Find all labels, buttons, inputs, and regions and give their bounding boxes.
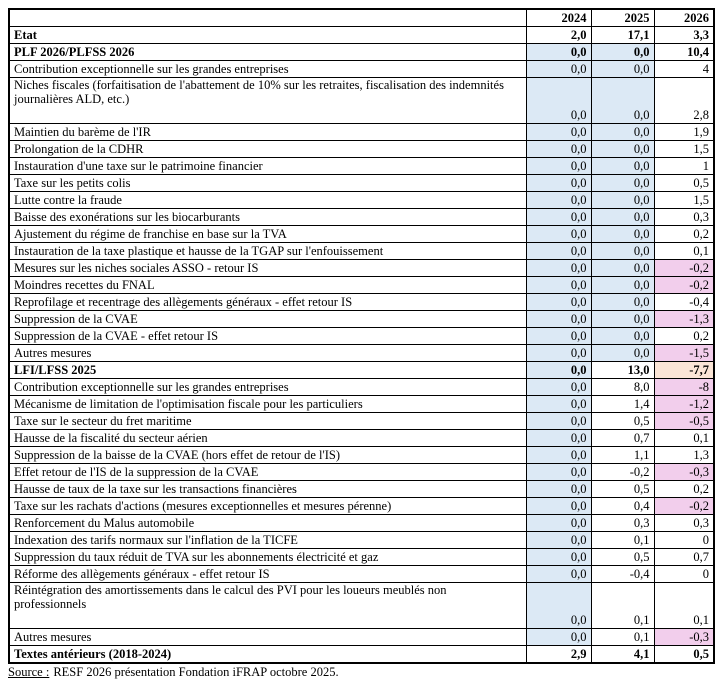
table-row: [9, 78, 714, 124]
value-cell: 0,0: [526, 78, 591, 124]
row-label: Instauration d'une taxe sur le patrimoine financier: [9, 158, 526, 175]
table-row: [9, 311, 714, 328]
value-cell: 0,0: [526, 124, 591, 141]
value-cell: 0,0: [526, 44, 591, 61]
value-cell: 0,0: [591, 328, 654, 345]
value-cell: 1: [654, 158, 714, 175]
value-cell: 0,0: [591, 294, 654, 311]
value-cell: 0,0: [591, 277, 654, 294]
value-cell: 1,4: [591, 396, 654, 413]
row-label: LFI/LFSS 2025: [9, 362, 526, 379]
value-cell: 4: [654, 61, 714, 78]
row-label: Autres mesures: [9, 629, 526, 646]
row-label: Lutte contre la fraude: [9, 192, 526, 209]
row-label: Taxe sur le secteur du fret maritime: [9, 413, 526, 430]
value-cell: 0,0: [526, 328, 591, 345]
value-cell: 0,2: [654, 226, 714, 243]
source-label: Source :: [8, 665, 50, 679]
row-label: Suppression de la baisse de la CVAE (hors effet de retour de l'IS): [9, 447, 526, 464]
value-cell: 0: [654, 566, 714, 583]
value-cell: 0,0: [526, 226, 591, 243]
row-label: Niches fiscales (forfaitisation de l'abattement de 10% sur les retraites, fiscalisation des indemnités journalières ALD, etc.): [9, 78, 526, 124]
row-label: Instauration de la taxe plastique et hausse de la TGAP sur l'enfouissement: [9, 243, 526, 260]
table-row: [9, 345, 714, 362]
fiscal-table-body: [9, 27, 714, 664]
value-cell: 2,8: [654, 78, 714, 124]
value-cell: 0,0: [526, 629, 591, 646]
table-row: [9, 260, 714, 277]
value-cell: 1,5: [654, 141, 714, 158]
value-cell: 0,0: [591, 124, 654, 141]
row-label: Ajustement du régime de franchise en base sur la TVA: [9, 226, 526, 243]
value-cell: 0,0: [526, 430, 591, 447]
value-cell: -0,5: [654, 413, 714, 430]
value-cell: -0,3: [654, 464, 714, 481]
value-cell: 0,1: [591, 583, 654, 629]
table-row: [9, 646, 714, 664]
value-cell: 0,0: [526, 260, 591, 277]
table-row: [9, 226, 714, 243]
value-cell: 0,0: [526, 192, 591, 209]
value-cell: -0,2: [654, 277, 714, 294]
header-year-2026: 2026: [654, 9, 714, 27]
value-cell: 0,0: [526, 583, 591, 629]
value-cell: 0,0: [526, 345, 591, 362]
source-text: RESF 2026 présentation Fondation iFRAP octobre 2025.: [53, 665, 339, 679]
source-note: [8, 665, 713, 680]
value-cell: 0,0: [526, 175, 591, 192]
table-row: [9, 294, 714, 311]
value-cell: 0,0: [526, 498, 591, 515]
value-cell: 0,0: [526, 413, 591, 430]
value-cell: 0,0: [591, 209, 654, 226]
row-label: PLF 2026/PLFSS 2026: [9, 44, 526, 61]
value-cell: -0,2: [654, 260, 714, 277]
row-label: Textes antérieurs (2018-2024): [9, 646, 526, 664]
value-cell: 0,0: [526, 61, 591, 78]
value-cell: -0,2: [591, 464, 654, 481]
value-cell: 0,5: [654, 646, 714, 664]
value-cell: 0,1: [654, 243, 714, 260]
table-row: [9, 192, 714, 209]
table-row: [9, 464, 714, 481]
value-cell: 0,0: [591, 311, 654, 328]
row-label: Taxe sur les rachats d'actions (mesures exceptionnelles et mesures pérenne): [9, 498, 526, 515]
value-cell: 0,3: [654, 515, 714, 532]
value-cell: 0,0: [526, 447, 591, 464]
row-label: Contribution exceptionnelle sur les grandes entreprises: [9, 61, 526, 78]
value-cell: 0,0: [591, 141, 654, 158]
table-row: [9, 583, 714, 629]
value-cell: 0,0: [526, 243, 591, 260]
value-cell: 0,0: [526, 294, 591, 311]
value-cell: 0,4: [591, 498, 654, 515]
table-row: [9, 124, 714, 141]
table-row: [9, 532, 714, 549]
table-row: [9, 328, 714, 345]
value-cell: 0,0: [591, 78, 654, 124]
row-label: Hausse de la fiscalité du secteur aérien: [9, 430, 526, 447]
header-row: [9, 9, 714, 27]
table-row: [9, 362, 714, 379]
value-cell: -1,3: [654, 311, 714, 328]
value-cell: 0,0: [526, 158, 591, 175]
row-label: Renforcement du Malus automobile: [9, 515, 526, 532]
row-label: Suppression de la CVAE: [9, 311, 526, 328]
value-cell: 17,1: [591, 27, 654, 44]
value-cell: 2,9: [526, 646, 591, 664]
value-cell: -0,4: [591, 566, 654, 583]
row-label: Contribution exceptionnelle sur les grandes entreprises: [9, 379, 526, 396]
value-cell: 0,5: [591, 549, 654, 566]
value-cell: -8: [654, 379, 714, 396]
value-cell: 0,5: [591, 413, 654, 430]
table-row: [9, 566, 714, 583]
row-label: Prolongation de la CDHR: [9, 141, 526, 158]
value-cell: 0,3: [654, 209, 714, 226]
value-cell: 0,0: [591, 158, 654, 175]
value-cell: 0,7: [591, 430, 654, 447]
value-cell: 0,1: [654, 583, 714, 629]
row-label: Etat: [9, 27, 526, 44]
row-label: Mesures sur les niches sociales ASSO - retour IS: [9, 260, 526, 277]
value-cell: 13,0: [591, 362, 654, 379]
header-year-2025: 2025: [591, 9, 654, 27]
value-cell: -0,3: [654, 629, 714, 646]
value-cell: 0,0: [526, 464, 591, 481]
value-cell: 0,0: [591, 175, 654, 192]
table-row: [9, 498, 714, 515]
value-cell: 0,0: [526, 141, 591, 158]
table-row: [9, 243, 714, 260]
row-label: Baisse des exonérations sur les biocarburants: [9, 209, 526, 226]
table-row: [9, 379, 714, 396]
value-cell: 0,7: [654, 549, 714, 566]
value-cell: 0,0: [526, 362, 591, 379]
value-cell: 0,0: [526, 209, 591, 226]
value-cell: 1,1: [591, 447, 654, 464]
value-cell: 0,2: [654, 328, 714, 345]
value-cell: 0,0: [526, 549, 591, 566]
value-cell: 1,5: [654, 192, 714, 209]
row-label: Indexation des tarifs normaux sur l'inflation de la TICFE: [9, 532, 526, 549]
row-label: Hausse de taux de la taxe sur les transactions financières: [9, 481, 526, 498]
value-cell: 0,0: [526, 311, 591, 328]
table-row: [9, 209, 714, 226]
value-cell: 0,2: [654, 481, 714, 498]
table-row: [9, 629, 714, 646]
table-row: [9, 158, 714, 175]
value-cell: 0,0: [591, 61, 654, 78]
value-cell: 0,0: [526, 481, 591, 498]
value-cell: 0,1: [654, 430, 714, 447]
table-row: [9, 515, 714, 532]
value-cell: 0,1: [591, 532, 654, 549]
value-cell: 10,4: [654, 44, 714, 61]
table-row: [9, 481, 714, 498]
table-row: [9, 27, 714, 44]
table-row: [9, 175, 714, 192]
table-row: [9, 277, 714, 294]
table-row: [9, 141, 714, 158]
row-label: Réintégration des amortissements dans le calcul des PVI pour les loueurs meublés non professionnels: [9, 583, 526, 629]
header-year-2024: 2024: [526, 9, 591, 27]
value-cell: 0,5: [591, 481, 654, 498]
row-label: Autres mesures: [9, 345, 526, 362]
table-row: [9, 61, 714, 78]
value-cell: 0,1: [591, 629, 654, 646]
value-cell: -0,4: [654, 294, 714, 311]
table-row: [9, 44, 714, 61]
value-cell: 0,0: [591, 192, 654, 209]
table-row: [9, 396, 714, 413]
row-label: Suppression du taux réduit de TVA sur les abonnements électricité et gaz: [9, 549, 526, 566]
value-cell: 0,0: [526, 566, 591, 583]
value-cell: -7,7: [654, 362, 714, 379]
value-cell: 0,0: [591, 260, 654, 277]
row-label: Maintien du barème de l'IR: [9, 124, 526, 141]
row-label: Mécanisme de limitation de l'optimisation fiscale pour les particuliers: [9, 396, 526, 413]
value-cell: 8,0: [591, 379, 654, 396]
row-label: Taxe sur les petits colis: [9, 175, 526, 192]
fiscal-measures-table: [8, 8, 715, 664]
table-row: [9, 430, 714, 447]
value-cell: 0,3: [591, 515, 654, 532]
value-cell: 1,9: [654, 124, 714, 141]
value-cell: -1,5: [654, 345, 714, 362]
header-empty-cell: [9, 9, 526, 27]
value-cell: -0,2: [654, 498, 714, 515]
table-row: [9, 413, 714, 430]
value-cell: 0,0: [591, 226, 654, 243]
value-cell: 0,0: [526, 277, 591, 294]
table-row: [9, 447, 714, 464]
value-cell: 0: [654, 532, 714, 549]
value-cell: 0,0: [526, 532, 591, 549]
value-cell: 2,0: [526, 27, 591, 44]
value-cell: 0,0: [526, 515, 591, 532]
value-cell: 0,5: [654, 175, 714, 192]
value-cell: 3,3: [654, 27, 714, 44]
row-label: Réforme des allègements généraux - effet retour IS: [9, 566, 526, 583]
value-cell: 0,0: [591, 243, 654, 260]
value-cell: -1,2: [654, 396, 714, 413]
row-label: Moindres recettes du FNAL: [9, 277, 526, 294]
value-cell: 0,0: [526, 379, 591, 396]
value-cell: 0,0: [591, 345, 654, 362]
value-cell: 0,0: [526, 396, 591, 413]
value-cell: 1,3: [654, 447, 714, 464]
value-cell: 0,0: [591, 44, 654, 61]
row-label: Reprofilage et recentrage des allègements généraux - effet retour IS: [9, 294, 526, 311]
row-label: Effet retour de l'IS de la suppression de la CVAE: [9, 464, 526, 481]
table-row: [9, 549, 714, 566]
row-label: Suppression de la CVAE - effet retour IS: [9, 328, 526, 345]
value-cell: 4,1: [591, 646, 654, 664]
